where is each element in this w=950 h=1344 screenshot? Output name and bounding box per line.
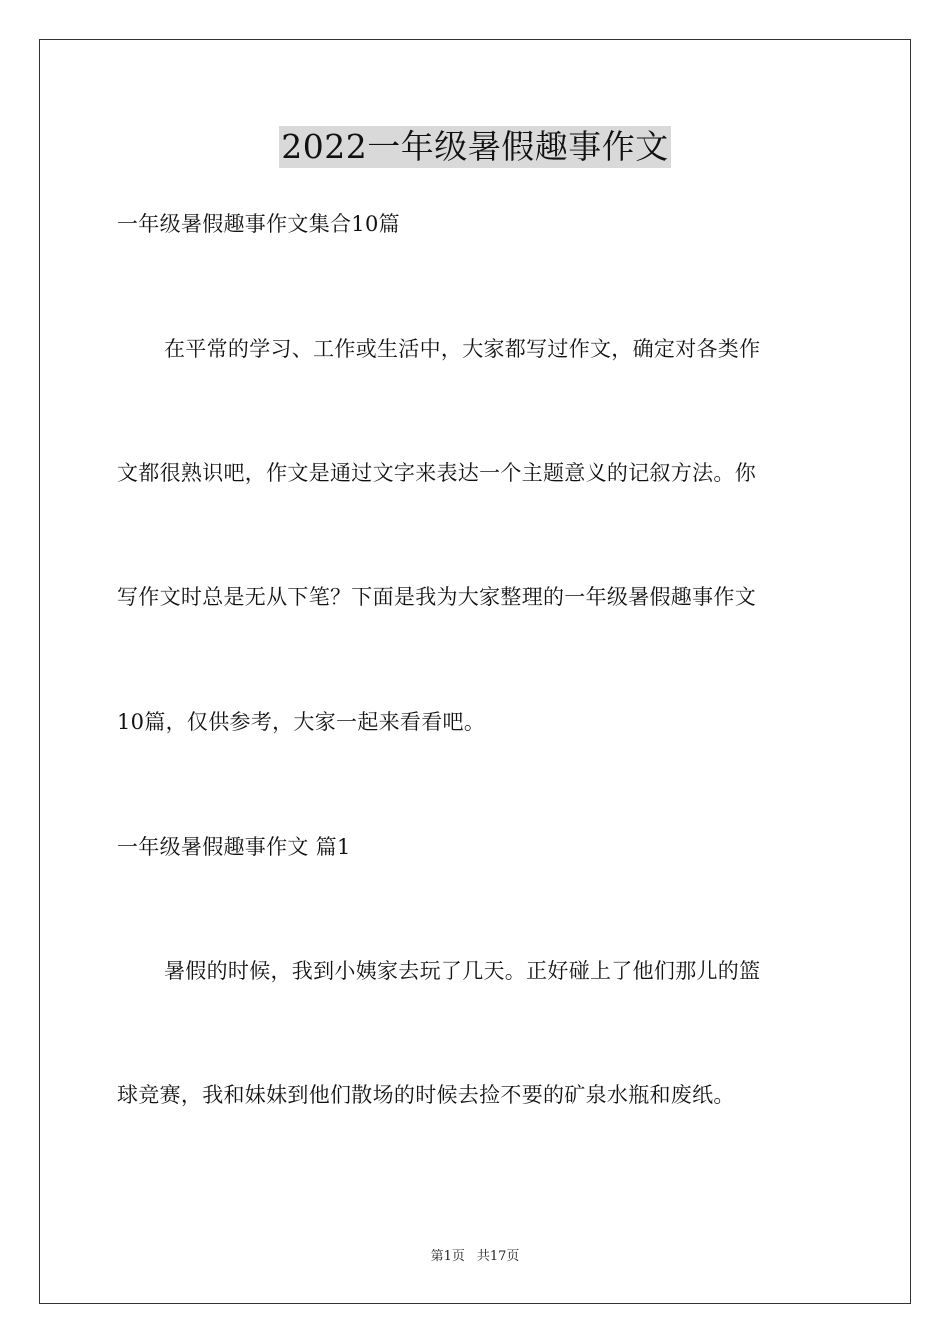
page-total: 共17页 <box>476 1249 520 1264</box>
document-title <box>0 126 950 168</box>
document-subtitle: 一年级暑假趣事作文集合10篇 <box>117 212 400 236</box>
intro-line-4: 10篇，仅供参考，大家一起来看看吧。 <box>117 710 486 734</box>
section-line-2: 球竞赛，我和妹妹到他们散场的时候去捡不要的矿泉水瓶和废纸。 <box>117 1083 735 1107</box>
section-line-1: 暑假的时候，我到小姨家去玩了几天。正好碰上了他们那儿的篮 <box>164 959 761 983</box>
section-heading: 一年级暑假趣事作文 篇1 <box>117 835 351 859</box>
intro-line-3: 写作文时总是无从下笔？下面是我为大家整理的一年级暑假趣事作文 <box>117 585 756 609</box>
page-footer <box>0 1249 950 1265</box>
page-number: 第1页 <box>430 1249 465 1264</box>
intro-line-2: 文都很熟识吧，作文是通过文字来表达一个主题意义的记叙方法。你 <box>117 461 756 485</box>
intro-line-1: 在平常的学习、工作或生活中，大家都写过作文，确定对各类作 <box>164 337 761 361</box>
document-title-text: 2022一年级暑假趣事作文 <box>281 127 669 166</box>
